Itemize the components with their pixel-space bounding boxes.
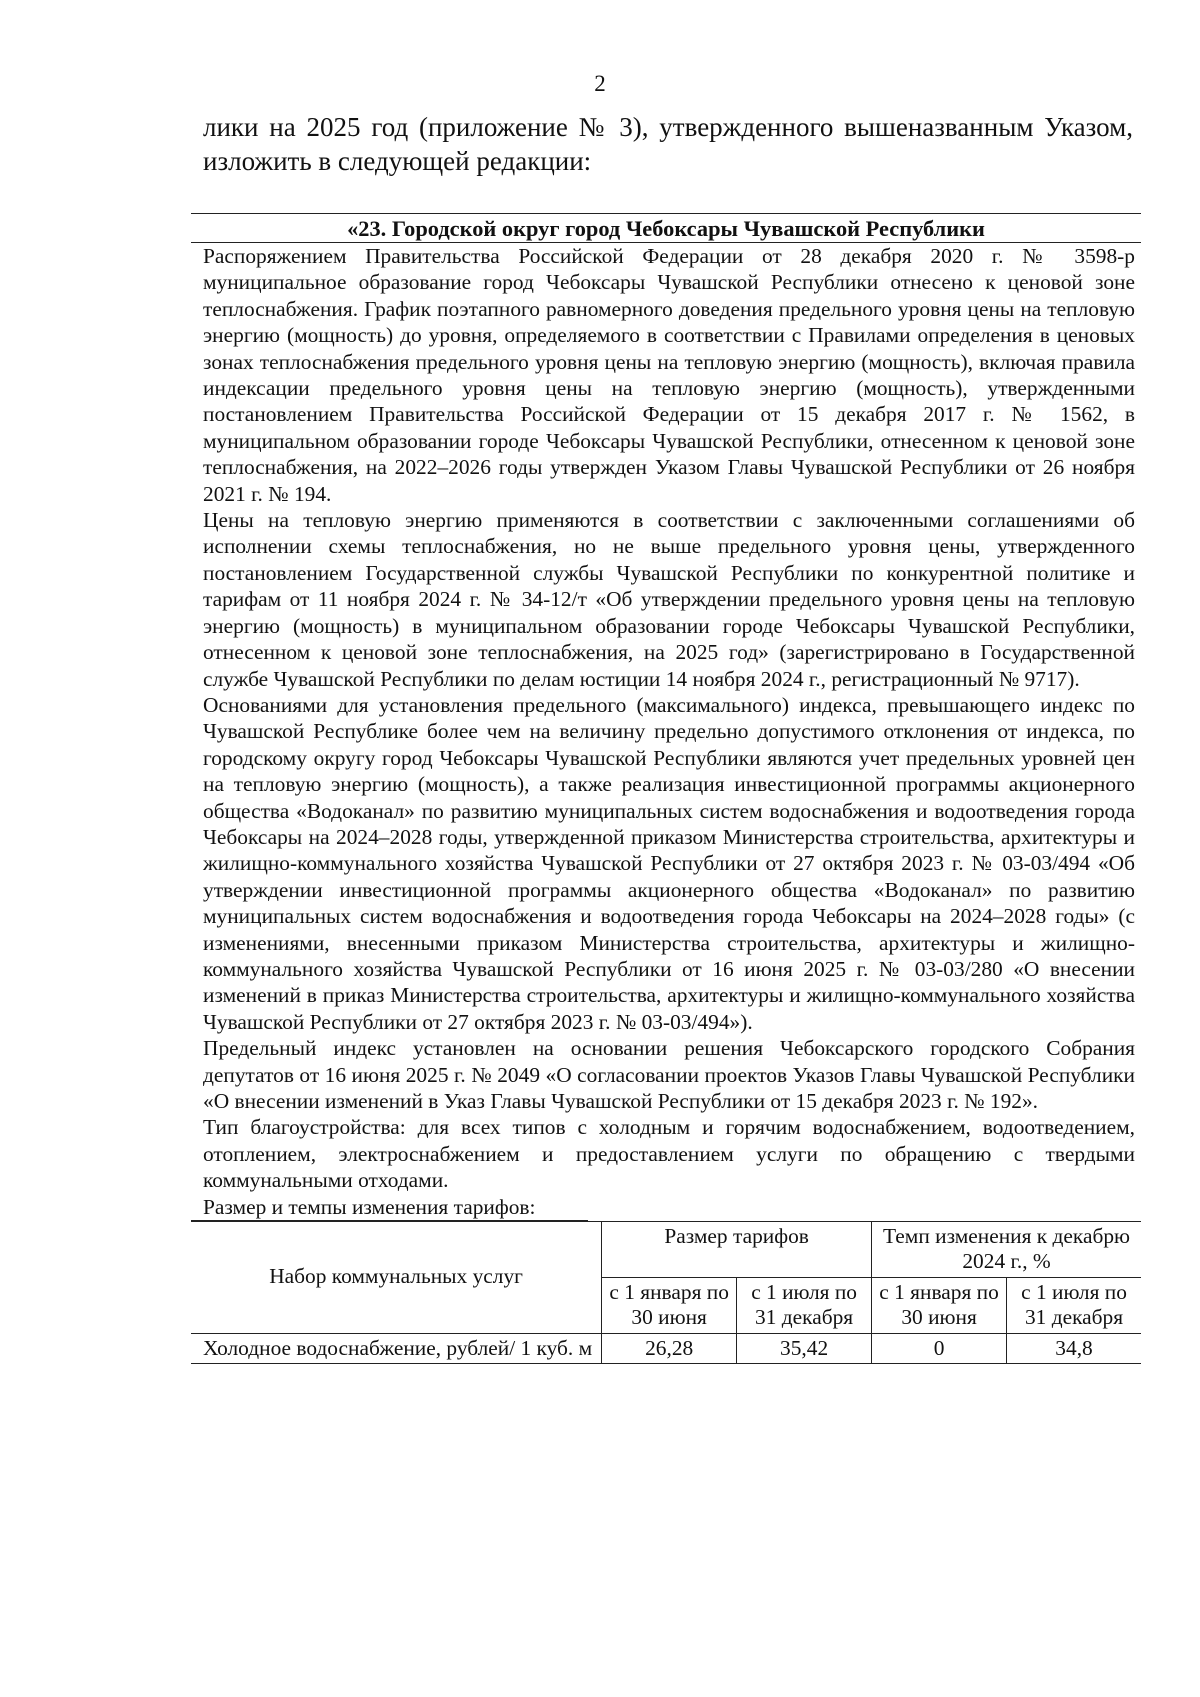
cell-change-jul-dec: 34,8	[1007, 1333, 1141, 1364]
paragraph-heat-price-limit: Цены на тепловую энергию применяются в соответствии с заключенными соглашениями об исполнении схемы теплоснабжения, но не выше предельного уровня цены, утвержденного постановлением Государственной службы Чувашской Республики по конкурентной политике и тарифам от 11 ноября 2024 г. № 34-12/т «Об утверждении предельного уровня цены на тепловую энергию (мощность) в муниципальном образовании городе Чебоксары Чувашской Республики, отнесенном к ценовой зоне теплоснабжения, на 2025 год» (зарегистрировано в Государственной службе Чувашской Республики по делам юстиции 14 ноября 2024 г., регистрационный № 9717).	[203, 508, 1135, 691]
header-tariff-size: Размер тарифов	[602, 1221, 872, 1277]
region-section	[191, 213, 1141, 1364]
cell-change-jan-jun: 0	[872, 1333, 1007, 1364]
header-period: с 1 июля по 31 декабря	[737, 1277, 872, 1333]
cell-size-jul-dec: 35,42	[737, 1333, 872, 1364]
intro-text: лики на 2025 год (приложение № 3), утвержденного вышеназванным Указом, изложить в следующей редакции:	[203, 112, 1133, 176]
tariff-caption: Размер и темпы изменения тарифов:	[191, 1194, 588, 1221]
page-number: 2	[594, 71, 606, 96]
paragraph-heat-price-schedule: Распоряжением Правительства Российской Федерации от 28 декабря 2020 г. № 3598-р муниципальное образование город Чебоксары Чувашской Республики отнесено к ценовой зоне теплоснабжения. График поэтапного равномерного доведения предельного уровня цены на тепловую энергию (мощность) до уровня, определяемого в соответствии с Правилами определения в ценовых зонах теплоснабжения предельного уровня цены на тепловую энергию (мощность), включая правила индексации предельного уровня цены на тепловую энергию (мощность), утвержденными постановлением Правительства Российской Федерации от 15 декабря 2017 г. № 1562, в муниципальном образовании городе Чебоксары Чувашской Республики, отнесенном к ценовой зоне теплоснабжения, на 2022–2026 годы утвержден Указом Главы Чувашской Республики от 26 ноября 2021 г. № 194.	[203, 244, 1135, 506]
header-period: с 1 января по 30 июня	[872, 1277, 1007, 1333]
tariff-table	[191, 1221, 1141, 1365]
section-body	[191, 243, 1141, 1194]
section-title: «23. Городской округ город Чебоксары Чувашской Республики	[191, 214, 1141, 243]
paragraph-index-grounds: Основаниями для установления предельного (максимального) индекса, превышающего индекс по Чувашской Республике более чем на величину предельно допустимого отклонения от индекса, по городскому округу город Чебоксары Чувашской Республики являются учет предельных уровней цен на тепловую энергию (мощность), а также реализация инвестиционной программы акционерного общества «Водоканал» по развитию муниципальных систем водоснабжения и водоотведения города Чебоксары на 2024–2028 годы, утвержденной приказом Министерства строительства, архитектуры и жилищно-коммунального хозяйства Чувашской Республики от 27 октября 2023 г. № 03-03/494 «Об утверждении инвестиционной программы акционерного общества «Водоканал» по развитию муниципальных систем водоснабжения и водоотведения города Чебоксары на 2024–2028 годы» (с изменениями, внесенными приказом Министерства строительства, архитектуры и жилищно-коммунального хозяйства Чувашской Республики от 16 июня 2025 г. № 03-03/280 «О внесении изменений в приказ Министерства строительства, архитектуры и жилищно-коммунального хозяйства Чувашской Республики от 27 октября 2023 г. № 03-03/494»).	[203, 692, 1135, 1034]
header-period: с 1 января по 30 июня	[602, 1277, 737, 1333]
row-service: Холодное водоснабжение, рублей/ 1 куб. м	[191, 1333, 602, 1364]
header-period: с 1 июля по 31 декабря	[1007, 1277, 1141, 1333]
paragraph-amenity-type: Тип благоустройства: для всех типов с холодным и горячим водоснабжением, водоотведением, отоплением, электроснабжением и предоставлением услуги по обращению с твердыми коммунальными отходами.	[203, 1115, 1135, 1193]
header-tariff-change: Темп изменения к декабрю 2024 г., %	[872, 1221, 1141, 1277]
cell-size-jan-jun: 26,28	[602, 1333, 737, 1364]
header-service: Набор коммунальных услуг	[191, 1221, 602, 1333]
paragraph-index-decision: Предельный индекс установлен на основании решения Чебоксарского городского Собрания депутатов от 16 июня 2025 г. № 2049 «О согласовании проектов Указов Главы Чувашской Республики «О внесении изменений в Указ Главы Чувашской Республики от 15 декабря 2023 г. № 192».	[203, 1036, 1135, 1113]
table-row	[191, 1333, 1141, 1364]
